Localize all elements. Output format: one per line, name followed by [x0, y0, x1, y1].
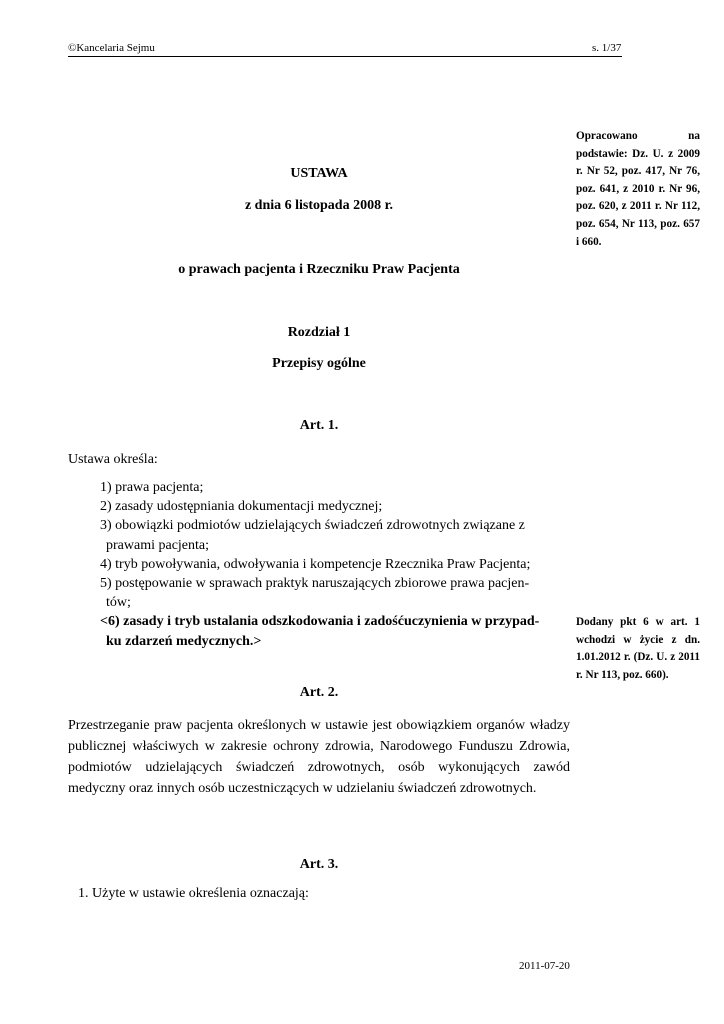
article-3-text: 1. Użyte w ustawie określenia oznaczają: [78, 886, 309, 901]
article-2-text: Przestrzeganie praw pacjenta określonych w ustawie jest obowiązkiem organów władzy publicznej właściwych w zakresie ochrony zdrowia, Narodowego Funduszu Zdrowia, podmiotów udzielających świadczeń zdrowotnych, osób wykonujących zawód medyczny oraz innych osób uczestniczących w udzielaniu świadczeń zdrowotnych. [68, 718, 570, 796]
header-source: ©Kancelaria Sejmu [68, 42, 155, 54]
list-item [100, 574, 570, 612]
header-divider [68, 56, 622, 57]
list-item-text: 5) postępowanie w sprawach praktyk naruszających zbiorowe prawa pacjen- [100, 576, 530, 592]
article-1-heading: Art. 1. [299, 418, 339, 433]
document-date: z dnia 6 listopada 2008 r. [244, 198, 394, 213]
list-item-text: <6) zasady i tryb ustalania odszkodowania i zadośćuczynienia w przypad- [100, 614, 540, 630]
footer-date: 2011-07-20 [519, 960, 570, 972]
amendment-note: Dodany pkt 6 w art. 1 wchodzi w życie z dn. 1.01.2012 r. (Dz. U. z 2011 r. Nr 113, poz. 660). [576, 616, 700, 681]
list-item-continuation: tów; [106, 595, 131, 611]
source-note: Opracowano na podstawie: Dz. U. z 2009 r. Nr 52, poz. 417, Nr 76, poz. 641, z 2010 r. Nr 96, poz. 620, z 2011 r. Nr 112, poz. 654, Nr 113, poz. 657 i 660. [576, 130, 700, 248]
document-title: o prawach pacjenta i Rzeczniku Praw Pacjenta [178, 262, 460, 277]
chapter-number: Rozdział 1 [287, 325, 351, 340]
list-item-amended [100, 612, 570, 650]
list-item-text: 4) tryb powoływania, odwoływania i kompetencje Rzecznika Praw Pacjenta; [100, 556, 531, 572]
header-page-number: s. 1/37 [592, 42, 622, 54]
list-item-continuation: ku zdarzeń medycznych.> [106, 633, 262, 649]
list-item-continuation: prawami pacjenta; [106, 537, 210, 553]
document-type: USTAWA [290, 166, 348, 181]
list-item [100, 516, 570, 554]
article-3-heading: Art. 3. [299, 857, 339, 872]
list-item [100, 497, 570, 516]
list-item-text: 1) prawa pacjenta; [100, 480, 204, 495]
list-item [100, 478, 570, 497]
list-item-text: 3) obowiązki podmiotów udzielających świadczeń zdrowotnych związane z [100, 518, 525, 534]
list-item-text: 2) zasady udostępniania dokumentacji medycznej; [100, 499, 383, 515]
article-2-heading: Art. 2. [299, 685, 339, 700]
article-1-intro: Ustawa określa: [68, 452, 158, 467]
chapter-title: Przepisy ogólne [272, 356, 366, 371]
list-item [100, 555, 570, 574]
article-1-list [100, 478, 570, 651]
